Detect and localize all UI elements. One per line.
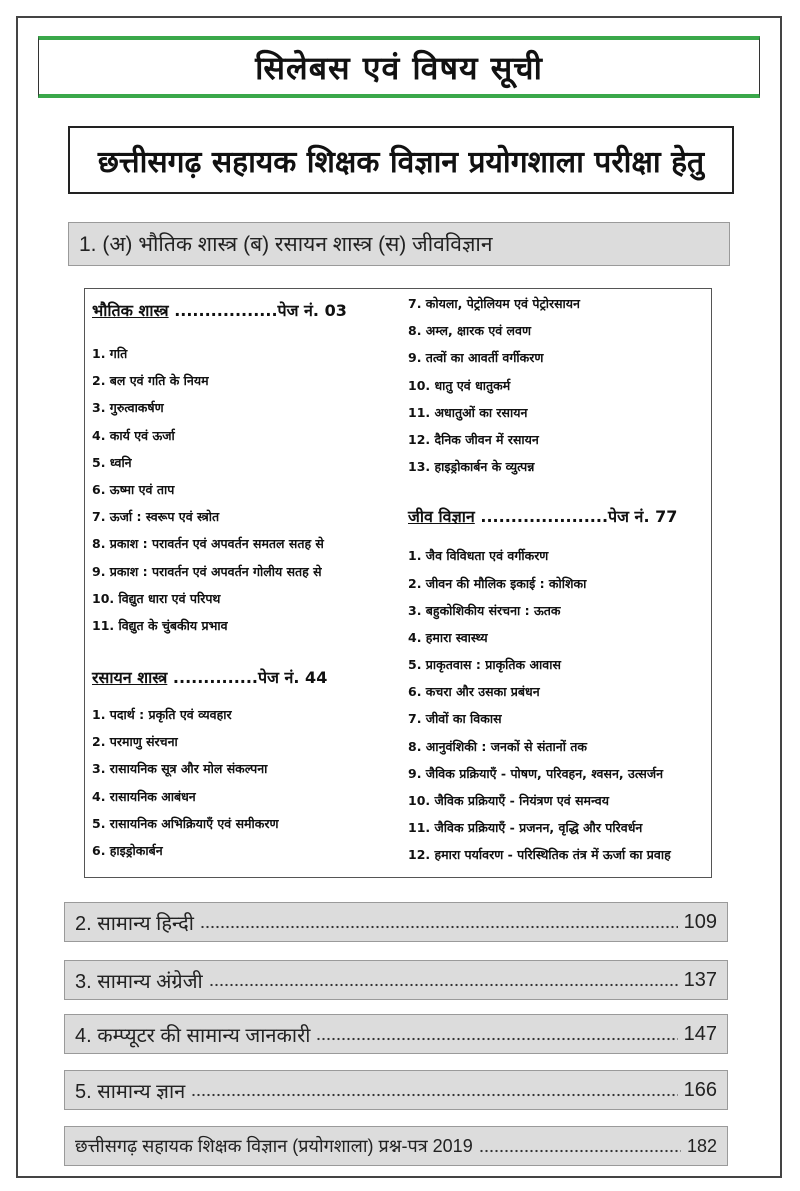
list-item: 7. ऊर्जा : स्वरूप एवं स्त्रोत	[92, 509, 220, 525]
syllabus-left-column	[92, 296, 392, 864]
physics-page-ref: .................पेज नं. 03	[174, 301, 347, 320]
topic-row-computer	[64, 1014, 728, 1054]
dot-leader	[209, 971, 678, 989]
chemistry-topic-list-right	[408, 290, 708, 480]
dot-leader	[191, 1081, 677, 1099]
topic-label: 3. सामान्य अंग्रेजी	[75, 970, 203, 993]
list-item: 2. बल एवं गति के नियम	[92, 373, 209, 389]
list-item: 1. गति	[92, 346, 128, 361]
list-item: 1. पदार्थ : प्रकृति एवं व्यवहार	[92, 707, 232, 723]
topic-page: 147	[683, 1022, 717, 1045]
list-item: 3. बहुकोशिकीय संरचना : ऊतक	[408, 602, 561, 618]
syllabus-right-column	[408, 290, 708, 869]
list-item: 4. रासायनिक आबंधन	[92, 788, 196, 804]
list-item: 1. जैव विविधता एवं वर्गीकरण	[408, 548, 549, 564]
chemistry-heading	[92, 663, 392, 693]
topic-row-english	[64, 960, 728, 1000]
list-item: 6. कचरा और उसका प्रबंधन	[408, 684, 540, 700]
list-item: 9. प्रकाश : परावर्तन एवं अपवर्तन गोलीय सतह से	[92, 563, 322, 579]
topic-page: 166	[683, 1078, 717, 1101]
exam-heading: छत्तीसगढ़ सहायक शिक्षक विज्ञान प्रयोगशाला परीक्षा हेतु	[68, 126, 734, 194]
topic-page: 182	[686, 1135, 717, 1156]
section-1-header: 1. (अ) भौतिक शास्त्र (ब) रसायन शास्त्र (स) जीवविज्ञान	[68, 222, 730, 266]
biology-page-ref: .....................पेज नं. 77	[480, 507, 678, 527]
list-item: 4. हमारा स्वास्थ्य	[408, 629, 488, 645]
list-item: 9. तत्वों का आवर्ती वर्गीकरण	[408, 350, 544, 366]
biology-topic-list	[408, 542, 708, 868]
list-item: 9. जैविक प्रक्रियाएँ - पोषण, परिवहन, श्वसन, उत्सर्जन	[408, 765, 664, 781]
list-item: 4. कार्य एवं ऊर्जा	[92, 427, 175, 443]
chemistry-title: रसायन शास्त्र	[92, 668, 168, 688]
list-item: 10. विद्युत धारा एवं परिपथ	[92, 590, 221, 606]
list-item: 5. प्राकृतवास : प्राकृतिक आवास	[408, 657, 561, 673]
list-item: 10. जैविक प्रक्रियाएँ - नियंत्रण एवं समन्वय	[408, 793, 609, 808]
list-item: 8. आनुवंशिकी : जनकों से संतानों तक	[408, 738, 588, 754]
topic-row-hindi	[64, 902, 728, 942]
list-item: 6. हाइड्रोकार्बन	[92, 843, 163, 858]
topic-label: 2. सामान्य हिन्दी	[75, 912, 194, 935]
topic-row-gk	[64, 1070, 728, 1110]
list-item: 11. अधातुओं का रसायन	[408, 404, 528, 420]
list-item: 2. जीवन की मौलिक इकाई : कोशिका	[408, 575, 587, 591]
list-item: 6. ऊष्मा एवं ताप	[92, 481, 175, 497]
dot-leader	[479, 1137, 681, 1155]
list-item: 2. परमाणु संरचना	[92, 734, 178, 750]
list-item: 12. दैनिक जीवन में रसायन	[408, 431, 539, 447]
physics-heading	[92, 296, 392, 326]
physics-title: भौतिक शास्त्र	[92, 301, 169, 320]
biology-heading	[408, 502, 708, 532]
list-item: 13. हाइड्रोकार्बन के व्युत्पन्न	[408, 459, 535, 475]
biology-title: जीव विज्ञान	[408, 507, 475, 527]
dot-leader	[200, 913, 678, 931]
list-item: 3. रासायनिक सूत्र और मोल संकल्पना	[92, 761, 268, 777]
list-item: 11. जैविक प्रक्रियाएँ - प्रजनन, वृद्धि और परिवर्धन	[408, 820, 643, 836]
list-item: 3. गुरुत्वाकर्षण	[92, 400, 164, 416]
topic-label: छत्तीसगढ़ सहायक शिक्षक विज्ञान (प्रयोगशाला) प्रश्न-पत्र 2019	[75, 1136, 473, 1156]
topic-label: 5. सामान्य ज्ञान	[75, 1080, 186, 1103]
dot-leader	[316, 1025, 677, 1043]
topic-page: 137	[683, 968, 717, 991]
topic-label: 4. कम्प्यूटर की सामान्य जानकारी	[75, 1024, 311, 1047]
topic-row-question-paper	[64, 1126, 728, 1166]
list-item: 8. प्रकाश : परावर्तन एवं अपवर्तन समतल सतह से	[92, 536, 324, 552]
chemistry-topic-list-left	[92, 701, 392, 864]
list-item: 11. विद्युत के चुंबकीय प्रभाव	[92, 617, 228, 633]
topic-page: 109	[683, 910, 717, 933]
list-item: 8. अम्ल, क्षारक एवं लवण	[408, 323, 531, 339]
physics-topic-list	[92, 340, 392, 639]
list-item: 7. कोयला, पेट्रोलियम एवं पेट्रोरसायन	[408, 296, 580, 311]
list-item: 12. हमारा पर्यावरण - परिस्थितिक तंत्र में ऊर्जा का प्रवाह	[408, 847, 671, 863]
list-item: 5. ध्वनि	[92, 454, 132, 470]
chemistry-page-ref: ..............पेज नं. 44	[172, 668, 328, 688]
page-title: सिलेबस एवं विषय सूची	[38, 36, 760, 98]
list-item: 5. रासायनिक अभिक्रियाएँ एवं समीकरण	[92, 815, 279, 831]
list-item: 10. धातु एवं धातुकर्म	[408, 377, 511, 393]
list-item: 7. जीवों का विकास	[408, 711, 502, 727]
